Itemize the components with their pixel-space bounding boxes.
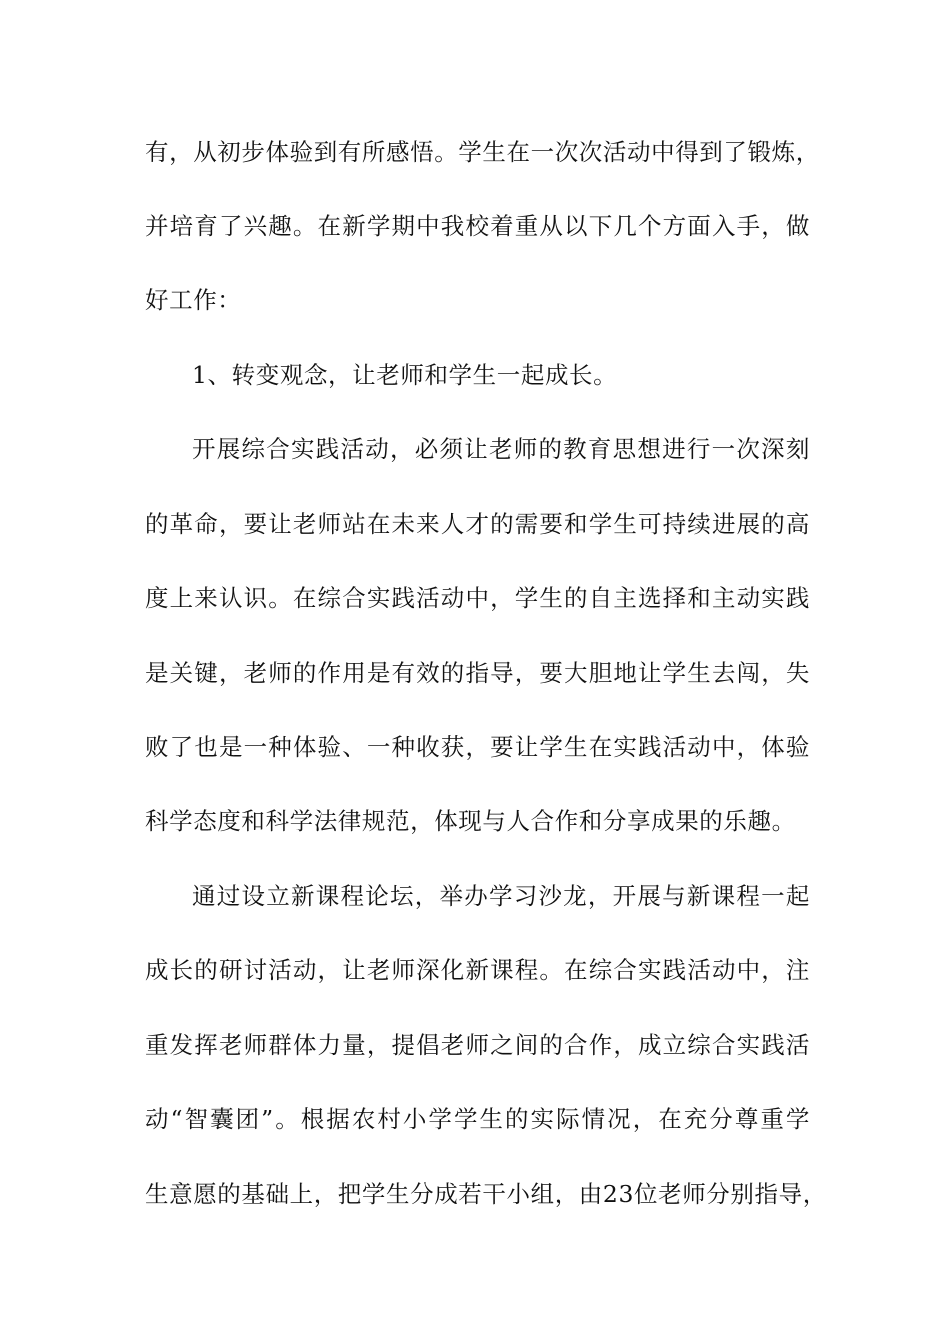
text-line: 通过设立新课程论坛，举办学习沙龙，开展与新课程一起: [192, 882, 810, 910]
text-line: 度上来认识。在综合实践活动中，学生的自主选择和主动实践: [145, 584, 810, 612]
text-line: 是关键，老师的作用是有效的指导，要大胆地让学生去闯，失: [145, 659, 810, 687]
text-line: 有，从初步体验到有所感悟。学生在一次次活动中得到了锻炼，: [145, 138, 820, 166]
text-line: 败了也是一种体验、一种收获，要让学生在实践活动中，体验: [145, 733, 810, 761]
text-line: 动“智囊团”。根据农村小学学生的实际情况，在充分尊重学: [145, 1105, 810, 1133]
text-line: 的革命，要让老师站在未来人才的需要和学生可持续进展的高: [145, 510, 810, 538]
text-line: 好工作：: [145, 286, 242, 314]
text-line: 开展综合实践活动，必须让老师的教育思想进行一次深刻: [192, 435, 810, 463]
text-line: 生意愿的基础上，把学生分成若干小组，由23位老师分别指导，: [145, 1180, 827, 1208]
text-line: 重发挥老师群体力量，提倡老师之间的合作，成立综合实践活: [145, 1031, 810, 1059]
section-heading: 1、转变观念，让老师和学生一起成长。: [192, 361, 618, 389]
text-line: 并培育了兴趣。在新学期中我校着重从以下几个方面入手，做: [145, 212, 810, 240]
text-line: 科学态度和科学法律规范，体现与人合作和分享成果的乐趣。: [145, 807, 796, 835]
text-line: 成长的研讨活动，让老师深化新课程。在综合实践活动中，注: [145, 956, 810, 984]
